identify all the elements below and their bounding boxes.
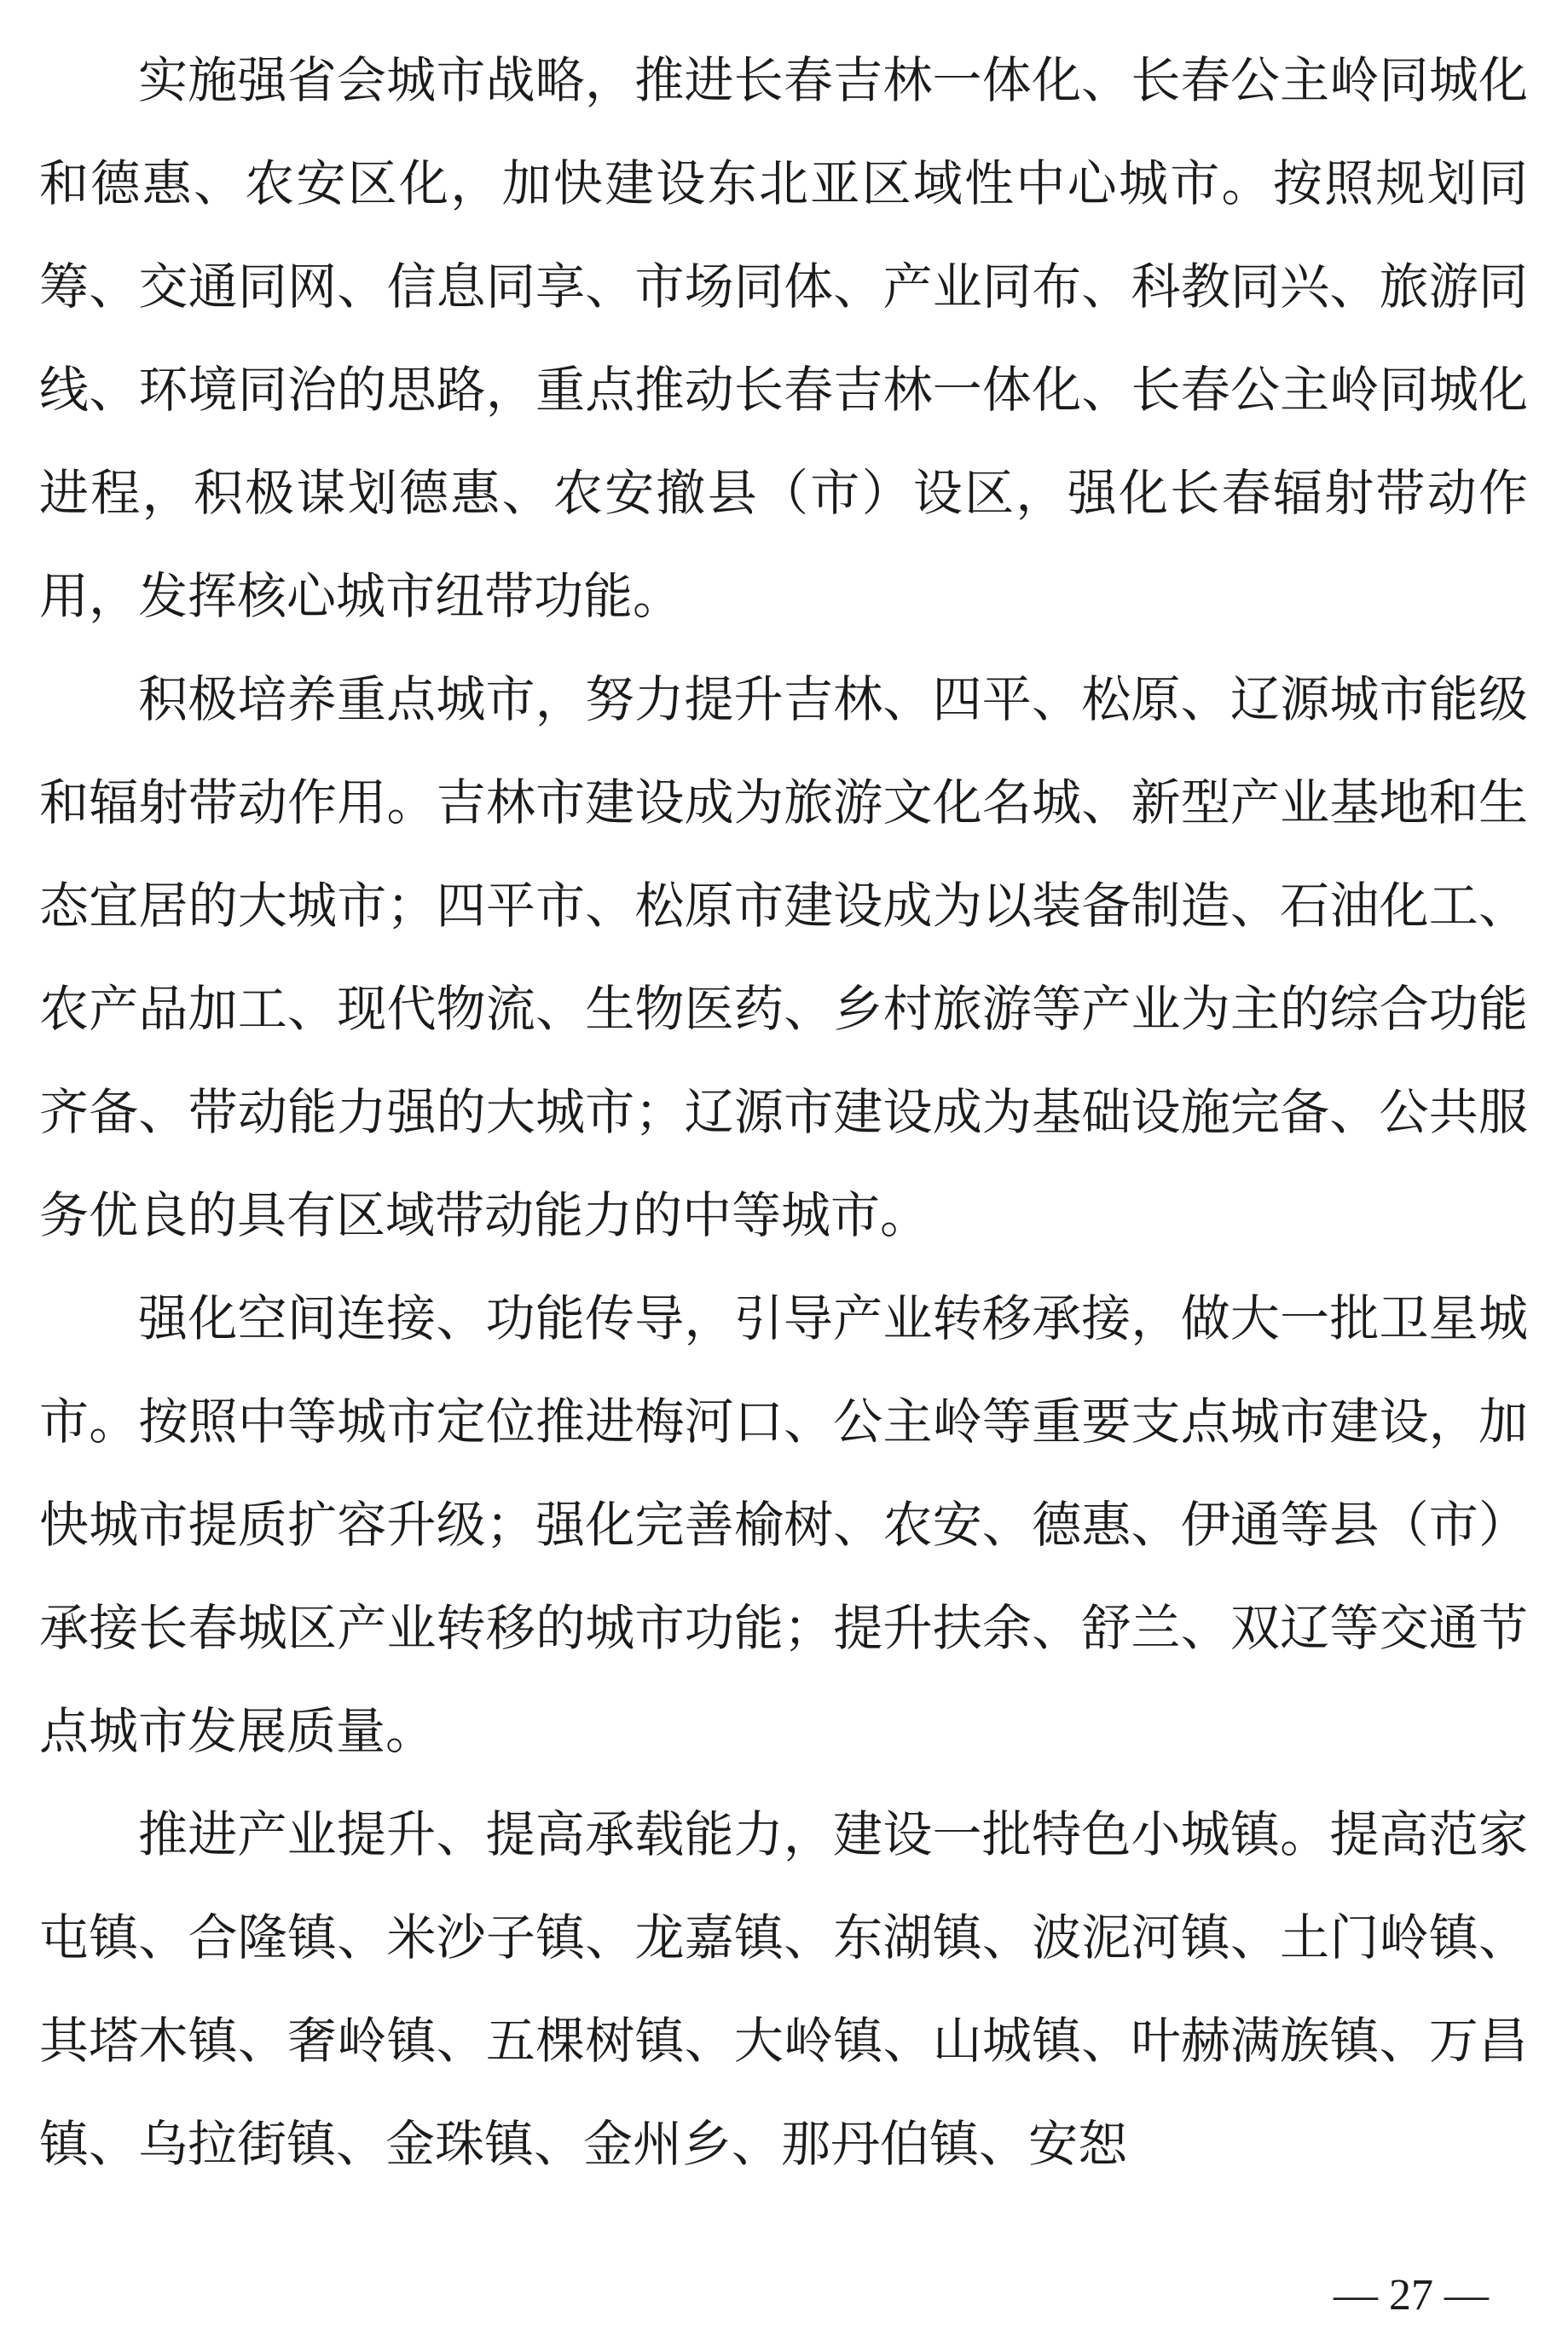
paragraph-characteristic-towns: 推进产业提升、提高承载能力，建设一批特色小城镇。提高范家屯镇、合隆镇、米沙子镇、龙嘉镇、东湖镇、波泥河镇、土门岭镇、其塔木镇、奢岭镇、五棵树镇、大岭镇、山城镇、叶赫满族镇、万昌镇、乌拉街镇、金珠镇、金州乡、那丹伯镇、安恕 xyxy=(39,1805,1528,2173)
paragraph-satellite-cities: 强化空间连接、功能传导，引导产业转移承接，做大一批卫星城市。按照中等城市定位推进梅河口、公主岭等重要支点城市建设，加快城市提质扩容升级；强化完善榆树、农安、德惠、伊通等县（市）承接长春城区产业转移的城市功能；提升扶余、舒兰、双辽等交通节点城市发展质量。 xyxy=(39,1289,1528,1760)
paragraph-key-cities: 积极培养重点城市，努力提升吉林、四平、松原、辽源城市能级和辐射带动作用。吉林市建设成为旅游文化名城、新型产业基地和生态宜居的大城市；四平市、松原市建设成为以装备制造、石油化工、农产品加工、现代物流、生物医药、乡村旅游等产业为主的综合功能齐备、带动能力强的大城市；辽源市建设成为基础设施完备、公共服务优良的具有区域带动能力的中等城市。 xyxy=(39,670,1528,1244)
page-number: — 27 — xyxy=(1334,2271,1489,2320)
document-body xyxy=(39,29,1528,2196)
paragraph-provincial-capital-strategy: 实施强省会城市战略，推进长春吉林一体化、长春公主岭同城化和德惠、农安区化，加快建设东北亚区域性中心城市。按照规划同筹、交通同网、信息同享、市场同体、产业同布、科教同兴、旅游同线、环境同治的思路，重点推动长春吉林一体化、长春公主岭同城化进程，积极谋划德惠、农安撤县（市）设区，强化长春辐射带动作用，发挥核心城市纽带功能。 xyxy=(39,51,1528,625)
